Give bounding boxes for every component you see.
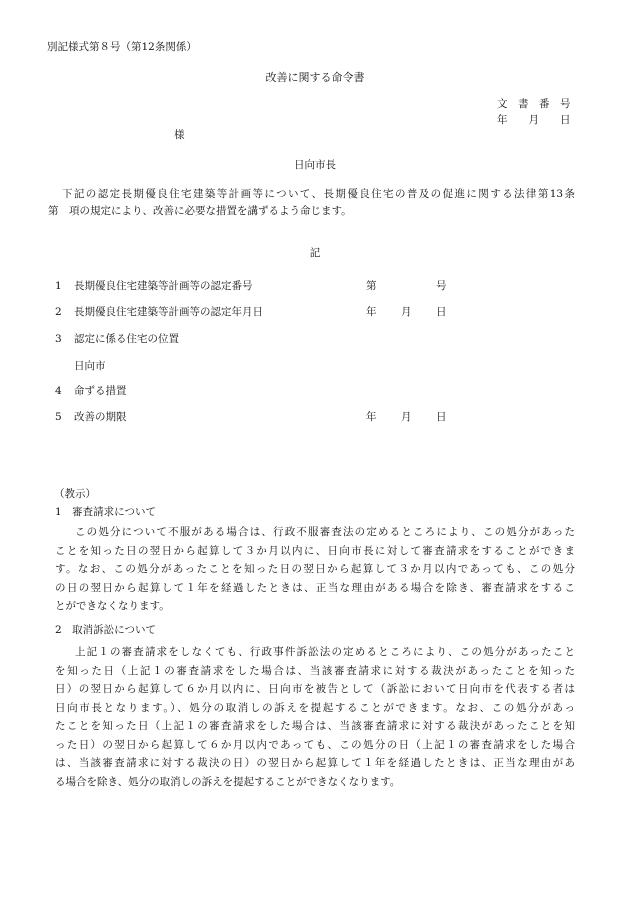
notice-section-2-heading: 2 取消訴訟について xyxy=(55,624,156,636)
item-row-deadline xyxy=(55,412,575,426)
item-day: 日 xyxy=(436,306,447,318)
intro-line-2: 第 項の規定により、改善に必要な措置を講ずるよう命じます。 xyxy=(48,205,352,217)
item-value-suffix: 号 xyxy=(436,280,447,292)
item-label: 長期優良住宅建築等計画等の認定番号 xyxy=(74,280,253,292)
item-day: 日 xyxy=(436,411,447,423)
item-label: 長期優良住宅建築等計画等の認定年月日 xyxy=(74,306,263,318)
item-label: 命ずる措置 xyxy=(74,385,127,397)
notice-section-2-line: 日）の翌日から起算して６か月以内に、日向市を被告として（訴訟において日向市を代表する者は xyxy=(55,683,575,695)
notice-section-1-body xyxy=(55,523,575,616)
document-number-label: 文 書 番 号 xyxy=(497,98,571,110)
notice-section-2-line: は、当該審査請求に対する裁決の日）の翌日から起算して１年を経過したときは、正当な理由があ xyxy=(55,757,575,769)
item-year: 年 xyxy=(366,306,377,318)
item-value-prefix: 第 xyxy=(366,280,377,292)
item-number: 2 xyxy=(55,306,62,318)
notice-section-1-line: の日の翌日から起算して１年を経過したときは、正当な理由がある場合を除き、審査請求をするこ xyxy=(55,581,575,594)
item-number: 5 xyxy=(55,411,62,423)
item-number: 4 xyxy=(55,385,62,397)
item-location-value: 日向市 xyxy=(74,360,106,372)
notice-section-1-line: とができなくなります。 xyxy=(55,600,170,613)
item-row-location-value xyxy=(55,361,575,375)
notice-section-2-line: 日向市長となります。）、処分の取消しの訴えを提起することができます。なお、この処分があっ xyxy=(55,701,575,714)
notice-section-2-body xyxy=(55,643,575,791)
notice-heading: （教示） xyxy=(54,488,96,500)
notice-section-1-heading: 1 審査請求について xyxy=(55,506,156,518)
notice-section-2-line: 上記１の審査請求をしなくても、行政事件訴訟法の定めるところにより、この処分があったこと xyxy=(75,646,575,658)
ki-marker: 記 xyxy=(309,247,321,259)
item-row-certification-number xyxy=(55,281,575,295)
item-row-certification-date xyxy=(55,307,575,321)
addressee-suffix: 様 xyxy=(174,129,185,141)
notice-section-1-line: す。なお、この処分があったことを知った日の翌日から起算して３か月以内であっても、この処分 xyxy=(55,563,575,576)
item-number: 1 xyxy=(55,280,62,292)
notice-section-2-line: たことを知った日（上記１の審査請求をした場合は、当該審査請求に対する裁決があったことを知 xyxy=(55,720,575,732)
form-label: 別記様式第８号（第12条関係） xyxy=(47,41,197,53)
notice-section-2-line: を知った日（上記１の審査請求をした場合は、当該審査請求に対する裁決があったことを知った xyxy=(55,664,575,677)
intro-line-1: 下記の認定長期優良住宅建築等計画等について、長期優良住宅の普及の促進に関する法律第13条 xyxy=(62,188,575,200)
item-row-location xyxy=(55,334,575,348)
item-row-measures xyxy=(55,386,575,400)
item-number: 3 xyxy=(55,333,62,345)
item-label: 改善の期限 xyxy=(74,411,127,423)
item-month: 月 xyxy=(401,411,412,423)
document-date-label: 年 月 日 xyxy=(497,114,571,126)
notice-section-2-line: った日）の翌日から起算して６か月以内であっても、この処分の日（上記１の審査請求をした場合 xyxy=(55,738,575,751)
item-label: 認定に係る住宅の位置 xyxy=(74,333,179,345)
item-month: 月 xyxy=(401,306,412,318)
notice-section-1-line: この処分について不服がある場合は、行政不服審査法の定めるところにより、この処分があった xyxy=(75,526,575,538)
notice-section-1-line: ことを知った日の翌日から起算して３か月以内に、日向市長に対して審査請求をすることができま xyxy=(55,544,575,557)
issuer-name: 日向市長 xyxy=(294,159,336,171)
notice-section-2-line: る場合を除き、処分の取消しの訴えを提起することができなくなります。 xyxy=(55,775,401,788)
intro-paragraph xyxy=(48,186,575,220)
item-year: 年 xyxy=(366,411,377,423)
document-title: 改善に関する命令書 xyxy=(265,71,365,84)
